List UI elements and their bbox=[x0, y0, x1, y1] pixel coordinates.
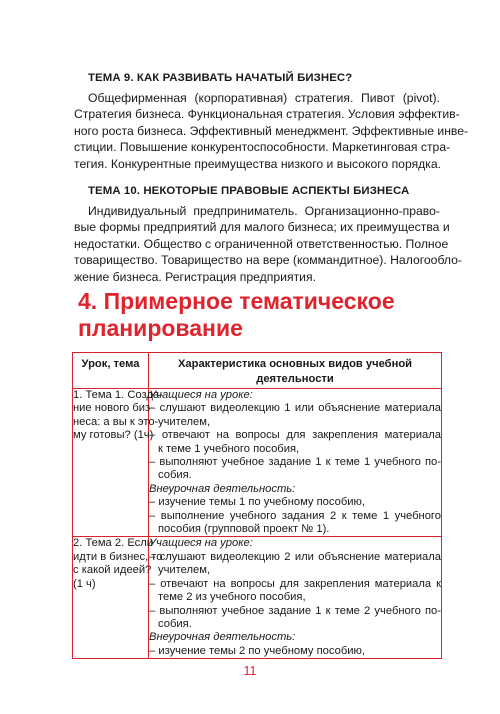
text-line: ного роста бизнеса. Эффективный менеджмент. Эффективные инве- bbox=[74, 123, 469, 138]
topic-10-text bbox=[74, 203, 462, 285]
header-activities bbox=[149, 353, 442, 389]
header-line: Характеристика основных видов учебной bbox=[177, 358, 413, 370]
activity-line: к теме 1 учебного пособия, bbox=[158, 442, 300, 455]
lesson-line: ние нового биз- bbox=[73, 402, 154, 415]
text-line: стиции. Повышение конкурентоспособности. Маркетинговая стра- bbox=[74, 140, 451, 155]
lesson-line: неса: а вы к это- bbox=[73, 415, 159, 428]
lesson-line: идти в бизнес, то bbox=[73, 550, 163, 563]
lesson-line: 2. Тема 2. Если bbox=[73, 537, 154, 550]
activity-line: – слушают видеолекцию 1 или объяснение материала bbox=[149, 402, 441, 415]
section-title-line: планирование bbox=[78, 315, 243, 341]
activity-subheading: Внеурочная деятельность: bbox=[149, 482, 296, 495]
page-number: 11 bbox=[243, 664, 257, 678]
planning-table bbox=[72, 352, 442, 659]
activities-cell bbox=[149, 537, 442, 659]
text-line: Общефирменная (корпоративная) стратегия. Пивот (pivot). bbox=[88, 91, 440, 105]
text-line: вые формы предприятий для малого бизнеса; их преимущества и bbox=[74, 220, 450, 235]
activity-line: – слушают видеолекцию 2 или объяснение материала bbox=[149, 550, 441, 563]
text-line: Стратегия бизнеса. Функциональная стратегия. Условия эффектив- bbox=[74, 107, 460, 122]
text-line: Индивидуальный предприниматель. Организационно-право- bbox=[88, 204, 440, 218]
activity-subheading: Внеурочная деятельность: bbox=[149, 631, 296, 644]
table-row bbox=[73, 537, 442, 659]
activity-line: – изучение темы 2 по учебному пособию, bbox=[149, 644, 365, 657]
header-lesson: Урок, тема bbox=[73, 353, 149, 389]
lesson-cell bbox=[73, 389, 163, 537]
table-row bbox=[73, 389, 442, 537]
activity-line: – выполнение учебного задания 2 к теме 1 учебного bbox=[149, 509, 441, 522]
section-title-line: 4. Примерное тематическое bbox=[78, 288, 395, 314]
text-line: недостатки. Общество с ограниченной ответственностью. Полное bbox=[74, 236, 449, 251]
lesson-line: с какой идеей? bbox=[73, 564, 152, 577]
text-line: тегия. Конкурентные преимущества низкого и высокого порядка. bbox=[74, 156, 442, 171]
text-line: товарищество. Товарищество на вере (коммандитное). Налогообло- bbox=[74, 253, 462, 268]
activity-subheading: Учащиеся на уроке: bbox=[149, 537, 253, 550]
activity-line: теме 2 из учебного пособия, bbox=[158, 591, 306, 604]
activity-line: – изучение темы 1 по учебному пособию, bbox=[149, 496, 365, 509]
activity-line: – отвечают на вопросы для закрепления материала к bbox=[149, 577, 441, 590]
activity-line: учителем, bbox=[158, 415, 211, 428]
activity-line: собия. bbox=[158, 469, 192, 482]
section-title bbox=[78, 288, 395, 342]
topic-10-heading: ТЕМА 10. НЕКОТОРЫЕ ПРАВОВЫЕ АСПЕКТЫ БИЗНЕСА bbox=[88, 185, 410, 197]
text-line: жение бизнеса. Регистрация предприятия. bbox=[74, 269, 316, 284]
activity-line: пособия (групповой проект № 1). bbox=[158, 523, 330, 536]
activity-line: собия. bbox=[158, 617, 192, 630]
activity-line: – выполняют учебное задание 1 к теме 2 учебного по- bbox=[149, 604, 441, 617]
activity-line: – выполняют учебное задание 1 к теме 1 учебного по- bbox=[149, 456, 441, 469]
lesson-line: 1. Тема 1. Созда- bbox=[73, 389, 163, 401]
activities-cell bbox=[149, 389, 442, 537]
activity-line: учителем, bbox=[158, 564, 211, 577]
topic-9-heading: ТЕМА 9. КАК РАЗВИВАТЬ НАЧАТЫЙ БИЗНЕС? bbox=[88, 72, 353, 84]
lesson-line: (1 ч) bbox=[73, 577, 96, 590]
activity-line: – отвечают на вопросы для закрепления материала bbox=[149, 429, 441, 442]
activity-subheading: Учащиеся на уроке: bbox=[149, 389, 253, 401]
header-line: деятельности bbox=[256, 372, 334, 385]
topic-9-text bbox=[74, 90, 469, 172]
lesson-cell bbox=[73, 537, 163, 659]
table-header-row bbox=[73, 353, 442, 389]
lesson-line: му готовы? (1ч) bbox=[73, 429, 154, 442]
